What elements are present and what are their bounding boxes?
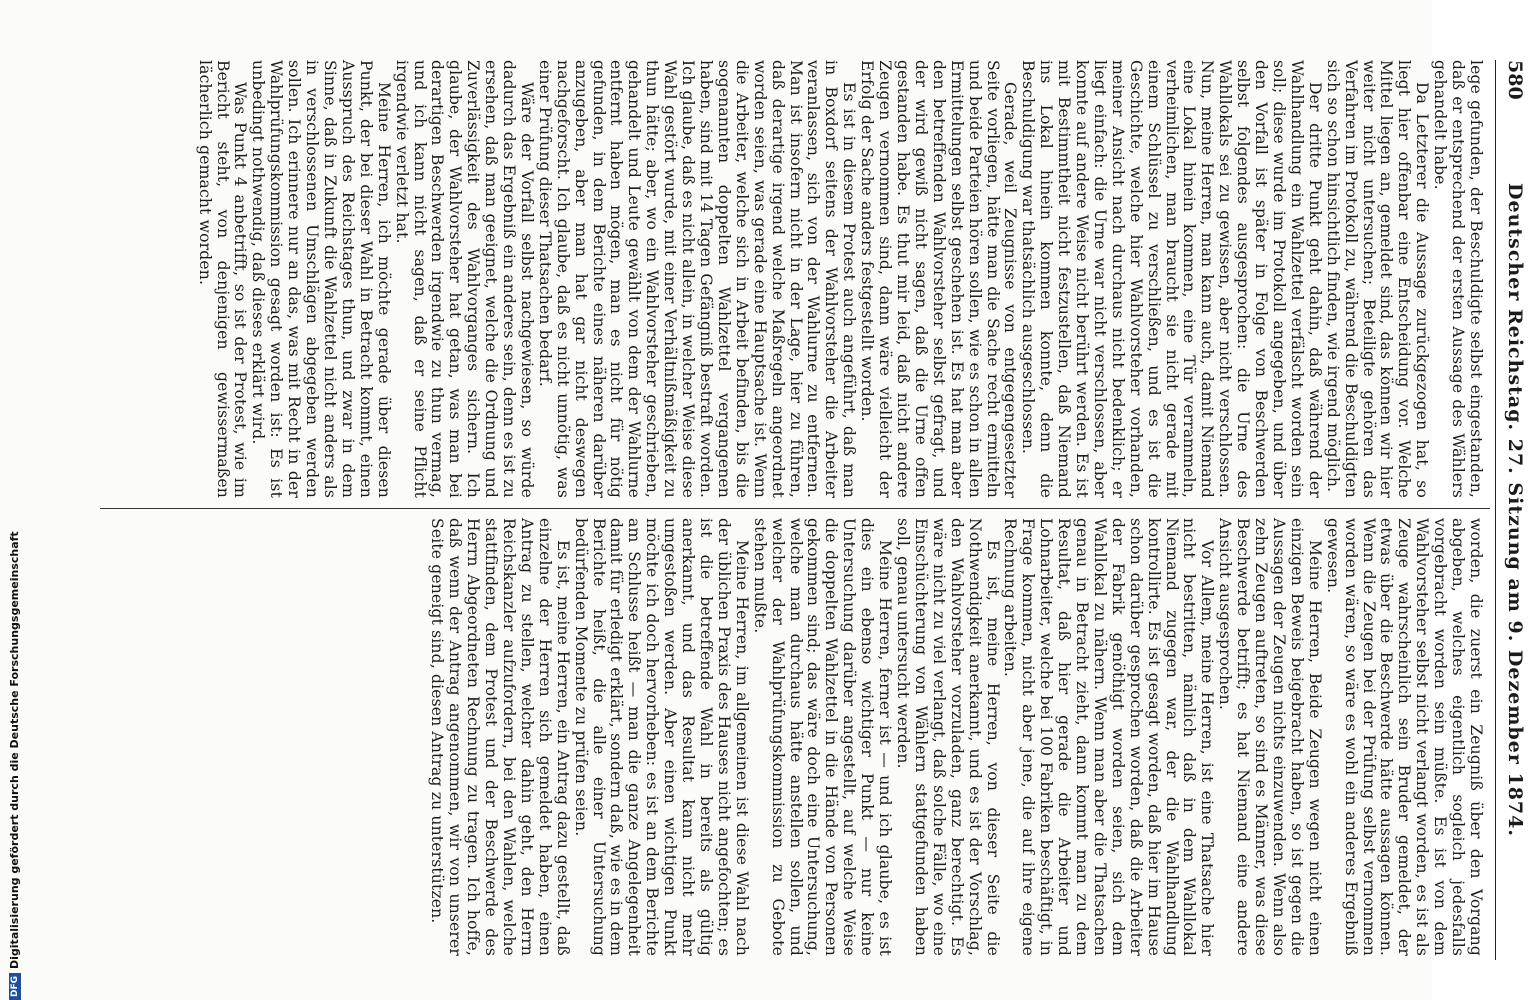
funding-notice: Digitalisierung gefördert durch die Deutsche Forschungsgemeinschaft [8,531,21,969]
paragraph: Was Punkt 4 anbetrifft, so ist der Protest, wie im Bericht steht, von denjenigen gewissermaßen lächerlich gemacht worden. [195,60,250,498]
paragraph: worden, die zuerst ein Zeugniß über den Vorgang abgeben, welches eigentlich sogleich jedesfalls vorgebracht worden sein müßte. Es ist von dem Wahlvorsteher selbst nicht verlangt worden, es ist als Zeuge wahrscheinlich sein Bruder gemeldet, der etwas über die Beschwerde hätte aussagen können. Wenn die Zeugen bei der Prüfung selbst vernommen worden wären, so wäre es wohl ein anderes Ergebniß gewesen. [1323,518,1485,956]
column-divider [100,508,1490,509]
paragraph: Es ist, meine Herren, von dieser Seite die Nothwendigkeit anerkannt, und es ist der Vorschlag, den Wahlvorsteher vorzuladen, ganz berechtigt. Es wäre nicht zu viel verlangt, daß solche Fälle, wo eine Einschüchterung von Wählern stattgefunden haben soll, genau untersucht werden. [894,518,1002,956]
paragraph: Meine Herren, ich möchte gerade über diesen Punkt, der bei dieser Wahl in Betracht kommt, einen Ausspruch des Reichstages thun, und zwar in dem Sinne, daß in Zukunft die Wahlzettel nicht anders als in verschlossenen Umschlägen abgegeben werden sollen. Ich erinnere nur an das, was mit Recht in der Wahlprüfungskommission gesagt worden ist: Es ist unbedingt nothwendig, daß dieses erklärt wird. [249,60,393,498]
right-column [104,518,1484,956]
rotated-newspaper-page [50,40,1530,980]
paragraph: Wäre der Vorfall selbst nachgewiesen, so würde dadurch das Ergebniß ein anderes sein, denn es ist zu ersehen, daß man geeignet, welche die Ordnung und Zuverlässigkeit des Wahlvorganges sichern. Ich glaube, der Wahlvorsteher hat getan, was man bei derartigen Beschwerden irgendwie zu thun vermag, und ich kann nicht sagen, daß er seine Pflicht irgendwie verletzt hat. [392,60,536,498]
dfg-logo-icon: DFG [9,973,21,1000]
paragraph: Da Letzterer die Aussage zurückgezogen hat, so liegt hier offenbar eine Entscheidung vor. Welche Mittel liegen an, gemeldet sind, das können wir hier weiter nicht untersuchen; Beteiligte gehören das Verfahren im Protokoll zu, während die Beschuldigten sich so schon hinsichtlich finden, wie irgend möglich. [1323,60,1432,498]
paragraph: Meine Herren, im allgemeinen ist diese Wahl nach der üblichen Praxis des Hauses nicht angefochten; es ist die betreffende Wahl in bereits als gültig anerkannt, und das Resultat kann nicht mehr umgestoßen werden. Aber einen wichtigen Punkt möchte ich doch hervorheben: es ist an dem Berichte am Schlusse heißt — man die ganze Angelegenheit damit für erledigt erklärt, sondern daß, wie es in dem Berichte heißt, die alle einer Untersuchung bedürfenden Momente zu prüfen seien. [571,518,751,956]
page-header [1495,60,1530,960]
paragraph: Meine Herren, ferner ist — und ich glaube, es ist dies ein ebenso wichtiger Punkt — nur keine Untersuchung darüber angestellt, auf welche Weise die doppelten Wahlzettel in die Hände von Personen gekommen sind; das wäre doch eine Untersuchung, welche man durchaus hätte anstellen sollen, und welcher der Wahlprüfungskommission zu Gebote stehen mußte. [750,518,895,956]
paragraph: Gerade, weil Zeugnisse von entgegengesetzter Seite vorliegen, hätte man die Sache recht ermitteln und beide Parteien hören sollen, wie es schon in allen Ermittelungen selbst geschehen ist. Es hat man aber den betreffenden Wahlvorsteher selbst gefragt, und der wird gewiß nicht sagen, daß die Urne offen gestanden habe. Es thut mir leid, daß nicht andere Zeugen vernommen sind, dann wäre vielleicht der Erfolg der Sache anders festgestellt worden. [858,60,1020,498]
paragraph: Der dritte Punkt geht dahin, daß während der Wahlhandlung ein Wahlzettel verfälscht worden sein soll; diese wurde im Protokoll angegeben, und über den Vorfall ist später in Folge von Beschwerden selbst folgendes ausgesprochen: die Urne des Wahllokals sei zu gewissen, aber nicht verschlossen. Nun, meine Herren, man kann auch, damit Niemand eine Lokal hinein kommen, eine Tür verrammeln, verheimlichen, man braucht sie nicht gerade mit einem Schlüssel zu verschließen, und es ist die Geschichte, welche hier Wahlvorsteher vorhanden, meiner Ansicht nach durchaus nicht bedenklich; er liegt einfach: die Urne war nicht verschlossen, aber konnte auf andere Weise nicht berührt werden. Es ist mit Bestimmtheit nicht festzustellen, daß Niemand ins Lokal hinein kommen konnte, denn die Beschuldigung war thatsächlich ausgeschlossen. [1019,60,1324,498]
paragraph: Es ist in diesem Protest auch angeführt, daß man in Boxdorf seitens der Wahlvorsteher die Arbeiter veranlassen, sich von der Wahlurne zu entfernen. Man ist insofern nicht in der Lage, hier zu führen, daß derartige irgend welche Maßregeln angeordnet worden seien, was gerade eine Hauptsache ist. Wenn die Arbeiter, welche sich in Arbeit befinden, bis die sogenannten doppelten Wahlzettel vergangenen haben, sind mit 14 Tagen Gefängniß bestraft worden. Ich glaube, daß es nicht allein, in welcher Weise diese Wahl gestört wurde, mit einer Verhältnißmäßigkeit zu thun hätte; aber, wo ein Wahlvorsteher geschrieben, gehandelt und Leute gewählt von dem der Wahlurne entfernt haben mögen, man es nicht für nötig gefunden, in dem Berichte eines näheren darüber anzugeben, aber man hat gar nicht deswegen nachgeforscht. Ich glaube, daß es nicht unnötig, was einer Prüfung dieser Thatsachen bedarf. [535,60,859,498]
paragraph: lege gefunden, der Beschuldigte selbst eingestanden, daß er entsprechend der ersten Aussage des Wählers gehandelt habe. [1431,60,1485,498]
page-number: 580 [1504,60,1526,100]
left-column [104,60,1484,498]
page-title: Deutscher Reichstag. 27. Sitzung am 9. Dezember 1874. [1504,183,1526,837]
paragraph: Es ist, meine Herren, ein Antrag dazu gestellt, daß einzelne der Herren sich gemeldet haben, einen Antrag zu stellen, welcher dahin geht, den Herrn Reichskanzler aufzufordern, bei den Wahlen, welche stattfinden, dem Protest und der Beschwerde des Herrn Abgeordneten Rechnung zu tragen. Ich hoffe, daß wenn der Antrag angenommen, wir von unserer Seite geneigt sind, diesen Antrag zu unterstützen. [428,518,572,956]
paragraph: Meine Herren, Beide Zeugen wegen nicht einen einzigen Beweis beigebracht haben, so ist gegen die Aussagen der Zeugen nichts einzuwenden. Wenn also zehn Zeugen auftreten, so sind es Männer, was diese Beschwerde betrifft; es hat Niemand eine andere Ansicht ausgesprochen. [1216,518,1324,956]
paragraph: Vor Allem, meine Herren, ist eine Thatsache hier nicht bestritten, nämlich daß in dem Wahllokal Niemand zugegen war, der die Wahlhandlung kontrollirte. Es ist gesagt worden, daß hier im Hause schon darüber gesprochen worden, daß die Arbeiter der Fabrik genöthigt worden seien, sich dem Wahllokal zu nähern. Wenn man aber die Thatsachen genau in Betracht zieht, dann kommt man zu dem Resultat, daß hier gerade die Arbeiter und Lohnarbeiter, welche bei 100 Fabriken beschäftigt, in Frage kommen, nicht aber jene, die auf ihre eigene Rechnung arbeiten. [1001,518,1217,956]
funding-footer [8,0,30,1000]
